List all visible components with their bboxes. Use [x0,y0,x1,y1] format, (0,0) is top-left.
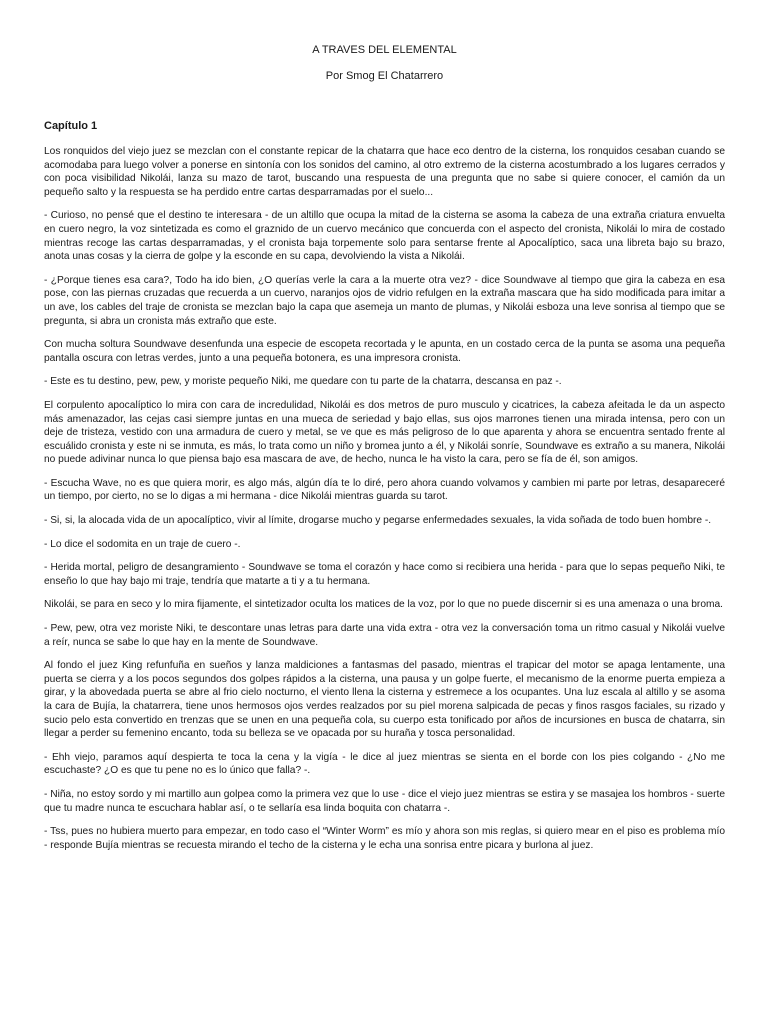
paragraph: - Ehh viejo, paramos aquí despierta te toca la cena y la vigía - le dice al juez mientras se sienta en el borde con los pies colgando - ¿No me escuchaste? ¿O es que tu pene no es lo único que falla? -. [44,751,725,777]
chapter-heading: Capítulo 1 [44,120,98,132]
document-title: A TRAVES DEL ELEMENTAL [312,44,457,56]
paragraph: - ¿Porque tienes esa cara?, Todo ha ido bien, ¿O querías verle la cara a la muerte otra vez? - dice Soundwave al tiempo que gira la cabeza en esa pose, con las piernas cruzadas que recuerda a un cuervo, naranjos ojos de vidrio refulgen en la extraña mascara que ha sido modificada para imitar a un ave, los cables del traje de cronista se mezclan bajo la capa que asemeja un manto de plumas, y Nikolái esboza una leve sonrisa al tiempo que se pregunta, si abra un cronista más extraño que este. [44,274,725,327]
paragraph: Con mucha soltura Soundwave desenfunda una especie de escopeta recortada y le apunta, en un costado cerca de la punta se asoma una pequeña pantalla oscura con letras verdes, junto a una pequeña botonera, es una impresora cronista. [44,339,725,364]
document-author: Por Smog El Chatarrero [325,70,444,82]
paragraph: Nikolái, se para en seco y lo mira fijamente, el sintetizador oculta los matices de la voz, por lo que no puede discernir si es una amenaza o una broma. [44,599,723,611]
paragraph: - Si, si, la alocada vida de un apocalíptico, vivir al límite, drogarse mucho y pegarse enfermedades sexuales, la vida soñada de todo buen hombre -. [44,515,712,527]
paragraph: El corpulento apocalíptico lo mira con cara de incredulidad, Nikolái es dos metros de puro musculo y cicatrices, la cabeza afeitada le da un aspecto más amenazador, las cejas casi siempre juntas en una mueca de seriedad y bajo ellas, sus ojos marrones tienen una mirada intensa, pero con un deje de tristeza, vestido con una armadura de cuero y metal, se ve que es más peligroso de lo que aparenta y ahora se encuentra sentado frente al escuálido cronista y este ni se inmuta, es más, lo trata como un niño y bromea junto a él, y Nikolái sonríe, Soundwave es extraño a su manera, Nikolái no puede adivinar nunca lo que piensa bajo esa mascara de ave, de hecho, nunca le ha visto la cara, pero se fía de él, son amigos. [44,399,725,466]
document-body [44,145,725,862]
paragraph: Al fondo el juez King refunfuña en sueños y lanza maldiciones a fantasmas del pasado, mientras el trapicar del motor se apaga lentamente, una puerta se cierra y a los pocos segundos dos golpes rápidos a la cisterna, una pausa y un golpe fuerte, el mecanismo de la enorme puerta empieza a girar, y la abovedada puerta se abre al frio cielo nocturno, el viento llena la cisterna y estremece a los ocupantes. Una luz escala al altillo y se asoma la cara de Bujía, la chatarrera, tiene unos hermosos ojos verdes realzados por su piel morena salpicada de pecas y finos rasgos faciales, su rizado y sucio pelo esta convertido en trenzas que se unen en una pequeña cola, su cuerpo esta tonificado por años de incursiones en busca de chatarra, sin llegar a perder su femenino encanto, toda su belleza se ve opacada por su huraña y tosca personalidad. [44,660,725,740]
paragraph: - Lo dice el sodomita en un traje de cuero -. [44,538,241,550]
paragraph: - Escucha Wave, no es que quiera morir, es algo más, algún día te lo diré, pero ahora cuando volvamos y cambien mi parte por letras, desapareceré un tiempo, por cierto, no se lo digas a mi hermana - dice Nikolái mientras guarda su tarot. [44,477,725,503]
paragraph: - Tss, pues no hubiera muerto para empezar, en todo caso el “Winter Worm” es mío y ahora son mis reglas, si quiero mear en el piso es problema mío - responde Bujía mientras se recuesta mirando el techo de la cisterna y le echa una sonrisa entre picara y burlona al juez. [44,826,725,851]
paragraph: Los ronquidos del viejo juez se mezclan con el constante repicar de la chatarra que hace eco dentro de la cisterna, los ronquidos cesaban cuando se acomodaba para luego volver a ponerse en sintonía con los sonidos del camino, al otro extremo de la cisterna acostumbrado a los lugares cerrados y con poca visibilidad Nikolái, lanza su mazo de tarot, buscando una respuesta de una pregunta que no sabe si quiere conocer, el camión da un pequeño salto y la respuesta se ha perdido entre cartas desparramadas por el suelo... [44,146,725,198]
paragraph: - Curioso, no pensé que el destino te interesara - de un altillo que ocupa la mitad de la cisterna se asoma la cabeza de una extraña criatura envuelta en cuero negro, la voz sintetizada es como el graznido de un cuervo mecánico que concuerda con el aspecto del cronista, Nikolái lo mira de costado mientras recoge las cartas desparramadas, y el cronista baja torpemente solo para sentarse frente al Apocalíptico, saca una libreta bajo su brazo, anota unas cosas y la cierra de golpe y la esconde en su capa, devolviendo la vista a Nikolái. [44,210,725,263]
paragraph: - Pew, pew, otra vez moriste Niki, te descontare unas letras para darte una vida extra - otra vez la conversación toma un ritmo casual y Nikolái vuelve a reír, nunca se sabe lo que hay en la mente de Soundwave. [44,623,725,648]
paragraph: - Niña, no estoy sordo y mi martillo aun golpea como la primera vez que lo use - dice el viejo juez mientras se estira y se masajea los hombros - suerte que tu madre nunca te escuchara hablar así, o te sellaría esa linda boquita con chatarra -. [44,788,725,814]
paragraph: - Este es tu destino, pew, pew, y moriste pequeño Niki, me quedare con tu parte de la chatarra, descansa en paz -. [44,376,562,388]
paragraph: - Herida mortal, peligro de desangramiento - Soundwave se toma el corazón y hace como si recibiera una herida - para que lo sepas pequeño Niki, te enseño lo que hay bajo mi traje, tendría que matarte a ti y a tu hermana. [44,562,725,587]
